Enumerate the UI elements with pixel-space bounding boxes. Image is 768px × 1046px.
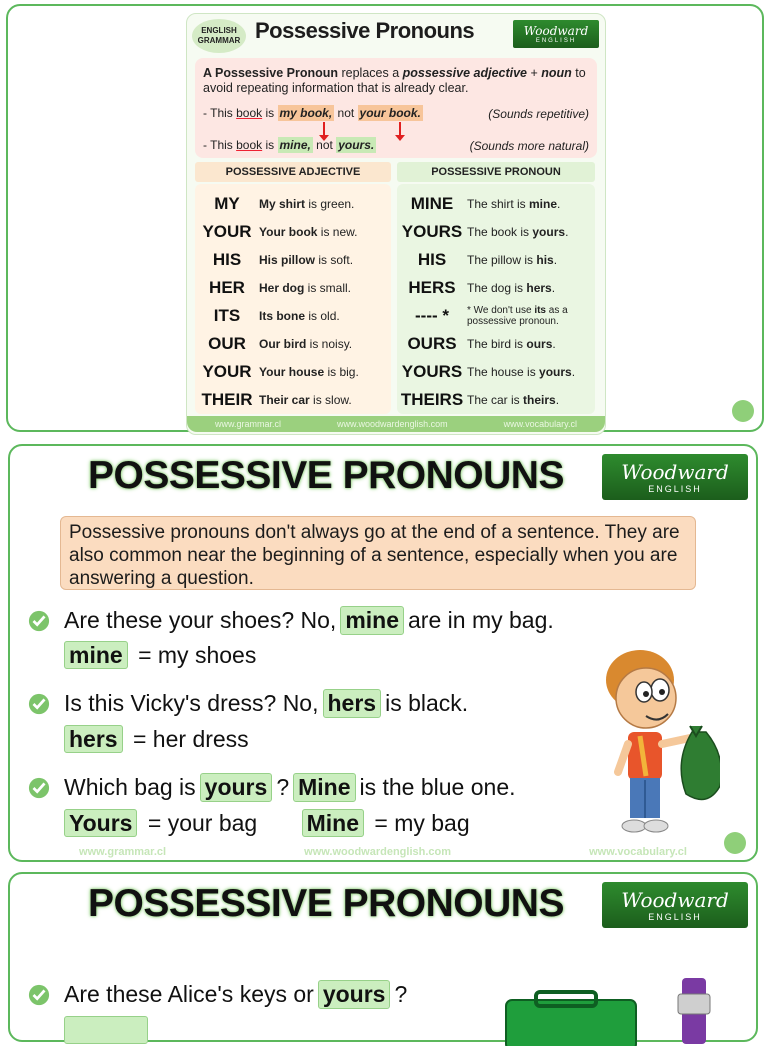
woodward-mini-logo xyxy=(732,400,754,422)
example-rest: is green. xyxy=(305,197,355,211)
question-text: Is this Vicky's dress? No, xyxy=(64,690,319,716)
pronoun-example xyxy=(467,393,559,407)
pronoun-highlight: yours xyxy=(318,980,391,1009)
example-rest: . xyxy=(571,365,576,379)
example-bold: Their car xyxy=(259,393,310,407)
logo-name: Woodward xyxy=(621,888,729,912)
pronoun-highlight: hers xyxy=(323,689,382,718)
logo-sub: ENGLISH xyxy=(648,484,702,494)
example-rest: The shirt is xyxy=(467,197,530,211)
header-possessive-adjective: POSSESSIVE ADJECTIVE xyxy=(195,162,391,182)
example-rest: * We don't use xyxy=(467,305,535,316)
example-rest: The bird is xyxy=(467,337,527,351)
example-bold: My shirt xyxy=(259,197,306,211)
pronoun-row xyxy=(397,358,575,386)
example-rest: . xyxy=(553,253,558,267)
footer-link: www.vocabulary.cl xyxy=(589,846,687,858)
definition-box xyxy=(195,58,597,158)
woodward-logo xyxy=(602,454,748,500)
adjective-row xyxy=(195,274,351,302)
example-question-3 xyxy=(28,773,516,802)
example-rest: The dog is xyxy=(467,281,527,295)
ex-highlight: yours. xyxy=(338,138,375,152)
question-text: Are these Alice's keys or xyxy=(64,981,314,1007)
def-part: replaces a xyxy=(338,66,403,80)
card-title: POSSESSIVE PRONOUNS xyxy=(88,454,564,497)
example-bold: hers xyxy=(526,281,552,295)
example-rest: The car is xyxy=(467,393,524,407)
example-rest: . xyxy=(551,281,556,295)
adjective-example xyxy=(259,309,340,323)
badge-line1: ENGLISH xyxy=(201,26,237,35)
example-rest: is old. xyxy=(305,309,340,323)
pronoun-row xyxy=(397,274,555,302)
adjective-row xyxy=(195,302,340,330)
example-bold: yours xyxy=(539,365,572,379)
note-natural: (Sounds more natural) xyxy=(469,139,589,153)
pronoun-word: YOURS xyxy=(401,222,463,241)
adjective-row xyxy=(195,190,354,218)
example-answer-1 xyxy=(64,642,256,669)
example-bold: his xyxy=(536,253,554,267)
question-text: is the blue one. xyxy=(359,774,516,800)
sheet-title: Possessive Pronouns xyxy=(255,18,475,43)
adjective-word: THEIR xyxy=(201,390,253,409)
grammar-card-2 xyxy=(8,444,758,862)
green-bag-illustration xyxy=(496,986,646,1046)
question-text: ? xyxy=(394,981,408,1007)
logo-sub: ENGLISH xyxy=(648,912,702,922)
adjective-example xyxy=(259,365,359,379)
pronoun-row xyxy=(397,302,595,330)
adjective-example xyxy=(259,393,352,407)
pronoun-word: THEIRS xyxy=(400,390,464,409)
example-bold: Your book xyxy=(259,225,318,239)
def-part: to avoid repeating information that is already clear. xyxy=(203,66,586,95)
def-adjective: possessive adjective xyxy=(402,66,528,80)
adjective-word: MY xyxy=(214,194,240,213)
grammar-card-1 xyxy=(6,4,764,432)
adjective-word: YOUR xyxy=(202,222,252,241)
pronoun-highlight: mine xyxy=(64,641,128,669)
adjective-word: HER xyxy=(209,278,245,297)
arrow-down-icon xyxy=(323,122,325,136)
example-rest: . xyxy=(552,337,556,351)
example-rest: . xyxy=(555,393,560,407)
woodward-logo xyxy=(602,882,748,928)
pronoun-example xyxy=(467,197,560,211)
pronoun-word: OURS xyxy=(407,334,457,353)
example-rest: is small. xyxy=(304,281,352,295)
info-box: Possessive pronouns don't always go at the end of a sentence. They are also common near the beginning of a sentence, especially when you are answering a question. xyxy=(60,516,696,590)
ex-highlight: my book, xyxy=(279,106,333,120)
ex-text: - This xyxy=(203,106,237,120)
question-text: ? xyxy=(276,774,290,800)
english-grammar-badge xyxy=(192,19,246,53)
def-term: A Possessive Pronoun xyxy=(203,66,338,80)
logo-name: Woodward xyxy=(523,24,589,38)
pronoun-example xyxy=(467,337,556,351)
example-question-2 xyxy=(28,689,468,718)
card-footer xyxy=(10,846,756,858)
pronoun-row xyxy=(397,218,568,246)
footer-link: www.woodwardenglish.com xyxy=(304,846,452,858)
example-rest: is big. xyxy=(324,365,359,379)
cartoon-boy-illustration xyxy=(590,640,720,850)
example-rest: is noisy. xyxy=(306,337,353,351)
answer-text: = my shoes xyxy=(131,642,257,668)
example-bold: ours xyxy=(526,337,553,351)
example-natural xyxy=(203,138,376,152)
footer-link: www.woodwardenglish.com xyxy=(337,419,448,429)
pronoun-highlight: yours xyxy=(200,773,273,802)
adjective-example xyxy=(259,337,352,351)
example-rest: The house is xyxy=(467,365,540,379)
pronoun-row xyxy=(397,190,560,218)
footer-link: www.vocabulary.cl xyxy=(503,419,577,429)
pronoun-highlight: Yours xyxy=(64,809,137,837)
pronoun-highlight: hers xyxy=(64,725,123,753)
pronoun-highlight: mine xyxy=(340,606,404,635)
header-possessive-pronoun: POSSESSIVE PRONOUN xyxy=(397,162,595,182)
example-bold: Your house xyxy=(259,365,325,379)
pronoun-word: ---- * xyxy=(415,306,449,325)
grammar-sheet xyxy=(186,13,606,435)
example-rest: is slow. xyxy=(309,393,352,407)
example-bold: yours xyxy=(532,225,566,239)
pronoun-example xyxy=(467,365,575,379)
footer-link: www.grammar.cl xyxy=(79,846,167,858)
card-title: POSSESSIVE PRONOUNS xyxy=(88,882,564,925)
ex-highlight: mine, xyxy=(279,138,311,152)
example-bold: Its bone xyxy=(259,309,306,323)
pronoun-word: YOURS xyxy=(401,362,463,381)
grammar-card-3 xyxy=(8,872,758,1042)
logo-sub: ENGLISH xyxy=(535,38,577,44)
question-text: Which bag is xyxy=(64,774,196,800)
example-bold: mine xyxy=(529,197,558,211)
check-icon xyxy=(28,610,50,632)
example-rest: as a possessive pronoun. xyxy=(467,305,568,327)
adjective-word: ITS xyxy=(213,306,241,325)
check-icon xyxy=(28,984,50,1006)
adjective-row xyxy=(195,386,352,414)
sheet-footer xyxy=(187,416,605,432)
adjective-row xyxy=(195,358,359,386)
pronoun-highlight-partial xyxy=(64,1016,148,1044)
pronoun-word: HERS xyxy=(408,278,456,297)
example-bold: theirs xyxy=(523,393,556,407)
example-repetitive xyxy=(203,106,423,120)
pronoun-row xyxy=(397,246,557,274)
ex-highlight: your book. xyxy=(359,106,421,120)
pronoun-highlight: Mine xyxy=(293,773,355,802)
pronoun-word: MINE xyxy=(410,194,454,213)
example-bold: its xyxy=(534,305,546,316)
example-rest: is new. xyxy=(317,225,358,239)
example-answer-2 xyxy=(64,726,249,753)
answer-text: = my bag xyxy=(367,810,470,836)
pronoun-example xyxy=(467,281,555,295)
pronoun-example xyxy=(467,225,568,239)
question-text: Are these your shoes? No, xyxy=(64,607,337,633)
ex-book: book xyxy=(236,138,263,152)
adjective-example xyxy=(259,197,354,211)
example-answer-3 xyxy=(64,810,470,837)
ex-text: is xyxy=(262,106,278,120)
adjective-word: HIS xyxy=(212,250,242,269)
pronoun-example xyxy=(467,253,557,267)
ex-text: not xyxy=(312,138,337,152)
adjective-example xyxy=(259,225,357,239)
pronoun-row xyxy=(397,386,559,414)
example-rest: is soft. xyxy=(315,253,354,267)
check-icon xyxy=(28,777,50,799)
ex-text: - This xyxy=(203,138,237,152)
adjective-row xyxy=(195,330,352,358)
question-text: are in my bag. xyxy=(408,607,554,633)
logo-name: Woodward xyxy=(621,460,729,484)
adjective-example xyxy=(259,253,353,267)
example-rest: The pillow is xyxy=(467,253,537,267)
note-repetitive: (Sounds repetitive) xyxy=(488,107,589,121)
def-noun: noun xyxy=(541,66,572,80)
example-rest: . xyxy=(557,197,561,211)
adjective-row xyxy=(195,218,357,246)
pronoun-example xyxy=(467,305,595,327)
answer-text: = her dress xyxy=(126,726,249,752)
ex-book: book xyxy=(236,106,263,120)
woodward-logo xyxy=(513,20,599,48)
arrow-down-icon xyxy=(399,122,401,136)
example-bold: Her dog xyxy=(259,281,305,295)
example-rest: The book is xyxy=(467,225,533,239)
footer-link: www.grammar.cl xyxy=(215,419,282,429)
adjective-row xyxy=(195,246,353,274)
example-bold: His pillow xyxy=(259,253,316,267)
example-bold: Our bird xyxy=(259,337,307,351)
adjective-word: YOUR xyxy=(202,362,252,381)
pronoun-row xyxy=(397,330,556,358)
adjective-word: OUR xyxy=(208,334,246,353)
check-icon xyxy=(28,693,50,715)
adjective-example xyxy=(259,281,351,295)
answer-text: = your bag xyxy=(141,810,258,836)
purple-watch-illustration xyxy=(676,978,712,1044)
ex-text: is xyxy=(262,138,278,152)
pronoun-word: HIS xyxy=(417,250,447,269)
def-part: + xyxy=(527,66,542,80)
example-question-1 xyxy=(28,606,554,635)
badge-line2: GRAMMAR xyxy=(197,36,241,45)
ex-text: not xyxy=(334,106,358,120)
example-rest: . xyxy=(565,225,569,239)
question-text: is black. xyxy=(385,690,469,716)
definition-text xyxy=(203,66,593,96)
pronoun-highlight: Mine xyxy=(302,809,364,837)
example-question-1 xyxy=(28,980,407,1009)
